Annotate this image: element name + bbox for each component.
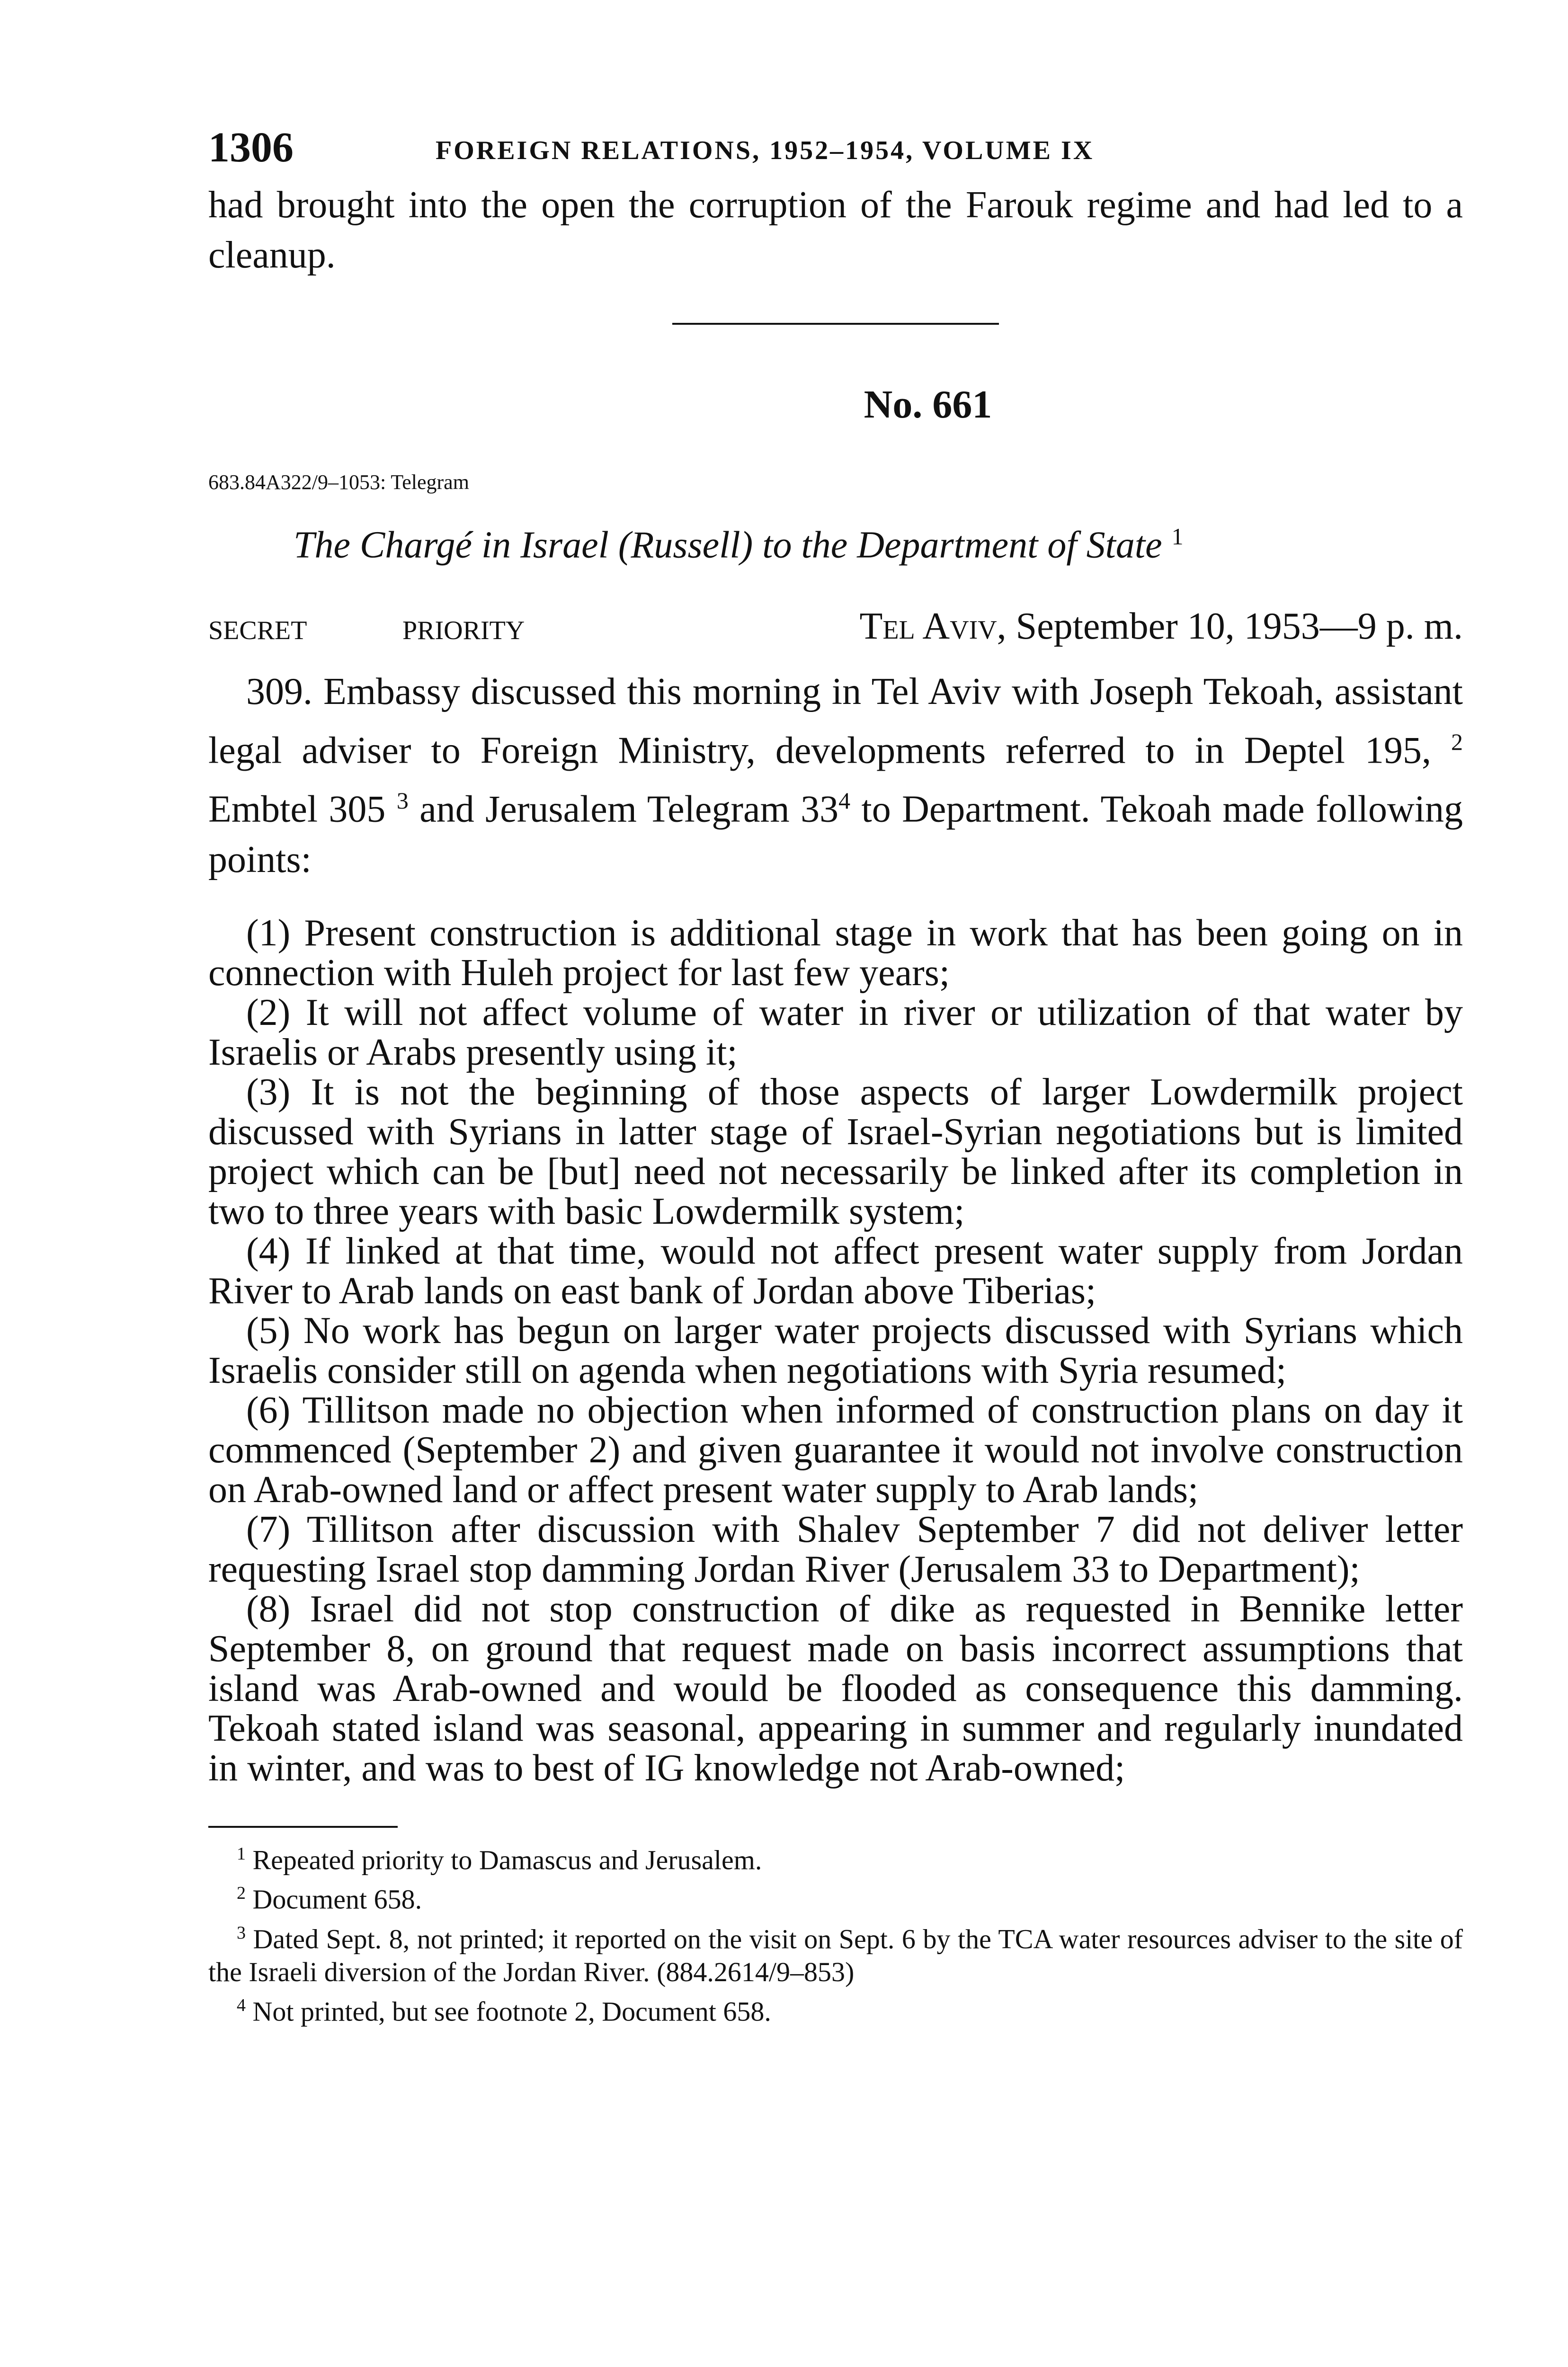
page-number: 1306 xyxy=(208,124,294,171)
footnote xyxy=(208,1877,1463,1916)
priority: PRIORITY xyxy=(402,615,525,645)
document-number: No. 661 xyxy=(864,383,992,427)
footnote-text: Dated Sept. 8, not printed; it reported on the visit on Sept. 6 by the TCA water resources adviser to the site of the Israeli diversion of the Jordan River. (884.2614/9–853) xyxy=(208,1923,1463,1987)
date: September 10, 1953—9 p. m. xyxy=(1016,605,1463,647)
point-item: (8) Israel did not stop construction of dike as requested in Bennike letter September 8, on ground that request made on basis incorrect assumptions that island was Arab-owned and would be flooded as consequence this damming. Tekoah stated island was seasonal, appearing in summer and regularly inundated in winter, and was to best of IG knowledge not Arab-owned; xyxy=(208,1588,1463,1789)
document-title-text: The Chargé in Israel (Russell) to the Department of State xyxy=(294,524,1162,566)
volume-title: FOREIGN RELATIONS, 1952–1954, VOLUME IX xyxy=(436,136,1095,165)
footnote-text: Not printed, but see footnote 2, Document 658. xyxy=(252,1996,771,2027)
classification: SECRET xyxy=(208,615,307,645)
running-head xyxy=(208,123,1463,175)
point-item: (1) Present construction is additional stage in work that has been going on in connection with Huleh project for last few years; xyxy=(208,912,1463,994)
point-item: (6) Tillitson made no objection when informed of construction plans on day it commenced (September 2) and given guarantee it would not involve construction on Arab-owned land or affect present water supply to Arab lands; xyxy=(208,1389,1463,1511)
intro-text-d: to Department. Tekoah made following points: xyxy=(208,788,1463,881)
footnote xyxy=(208,1916,1463,1989)
point-item: (7) Tillitson after discussion with Shalev September 7 did not deliver letter requesting Israel stop damming Jordan River (Jerusalem 33 to Department); xyxy=(208,1508,1463,1590)
footnote-mark: 1 xyxy=(237,1843,246,1864)
place: Tel Aviv, xyxy=(859,605,1007,647)
document-page xyxy=(208,123,1463,2028)
footnote-ref-3: 3 xyxy=(396,787,409,814)
dateline xyxy=(208,605,1463,657)
intro-text-a: 309. Embassy discussed this morning in Tel Aviv with Joseph Tekoah, assistant legal adviser to Foreign Ministry, developments referred to in Deptel 195, xyxy=(208,670,1463,772)
intro-text-c: and Jerusalem Telegram 33 xyxy=(419,788,839,830)
place-date xyxy=(859,605,1463,648)
intro-text-b: Embtel 305 xyxy=(208,788,386,830)
section-divider xyxy=(672,323,999,325)
footnotes xyxy=(208,1837,1463,2028)
footnote-mark: 3 xyxy=(237,1922,246,1943)
footnote-divider xyxy=(208,1826,398,1828)
point-item: (2) It will not affect volume of water in river or utilization of that water by Israelis or Arabs presently using it; xyxy=(208,991,1463,1073)
footnote xyxy=(208,1989,1463,2028)
point-item: (4) If linked at that time, would not affect present water supply from Jordan River to Arab lands on east bank of Jordan above Tiberias; xyxy=(208,1230,1463,1312)
document-title xyxy=(294,523,1463,567)
footnote-mark: 2 xyxy=(237,1883,246,1904)
footnote-text: Repeated priority to Damascus and Jerusalem. xyxy=(252,1844,762,1876)
footnote xyxy=(208,1837,1463,1877)
points-list xyxy=(208,913,1463,1788)
footnote-text: Document 658. xyxy=(252,1884,422,1915)
file-reference: 683.84A322/9–1053: Telegram xyxy=(208,471,469,494)
footnote-ref-2: 2 xyxy=(1451,728,1463,755)
telegram-intro xyxy=(208,667,1463,885)
footnote-ref-4: 4 xyxy=(838,787,851,814)
footnote-ref-1: 1 xyxy=(1171,523,1184,550)
footnote-mark: 4 xyxy=(237,1995,246,2015)
point-item: (5) No work has begun on larger water projects discussed with Syrians which Israelis consider still on agenda when negotiations with Syria resumed; xyxy=(208,1309,1463,1391)
continuation-paragraph: had brought into the open the corruption of the Farouk regime and had led to a cleanup. xyxy=(208,184,1463,276)
point-item: (3) It is not the beginning of those aspects of larger Lowdermilk project discussed with Syrians in latter stage of Israel-Syrian negotiations but is limited project which can be [but] need not necessarily be linked after its completion in two to three years with basic Lowdermilk system; xyxy=(208,1071,1463,1232)
